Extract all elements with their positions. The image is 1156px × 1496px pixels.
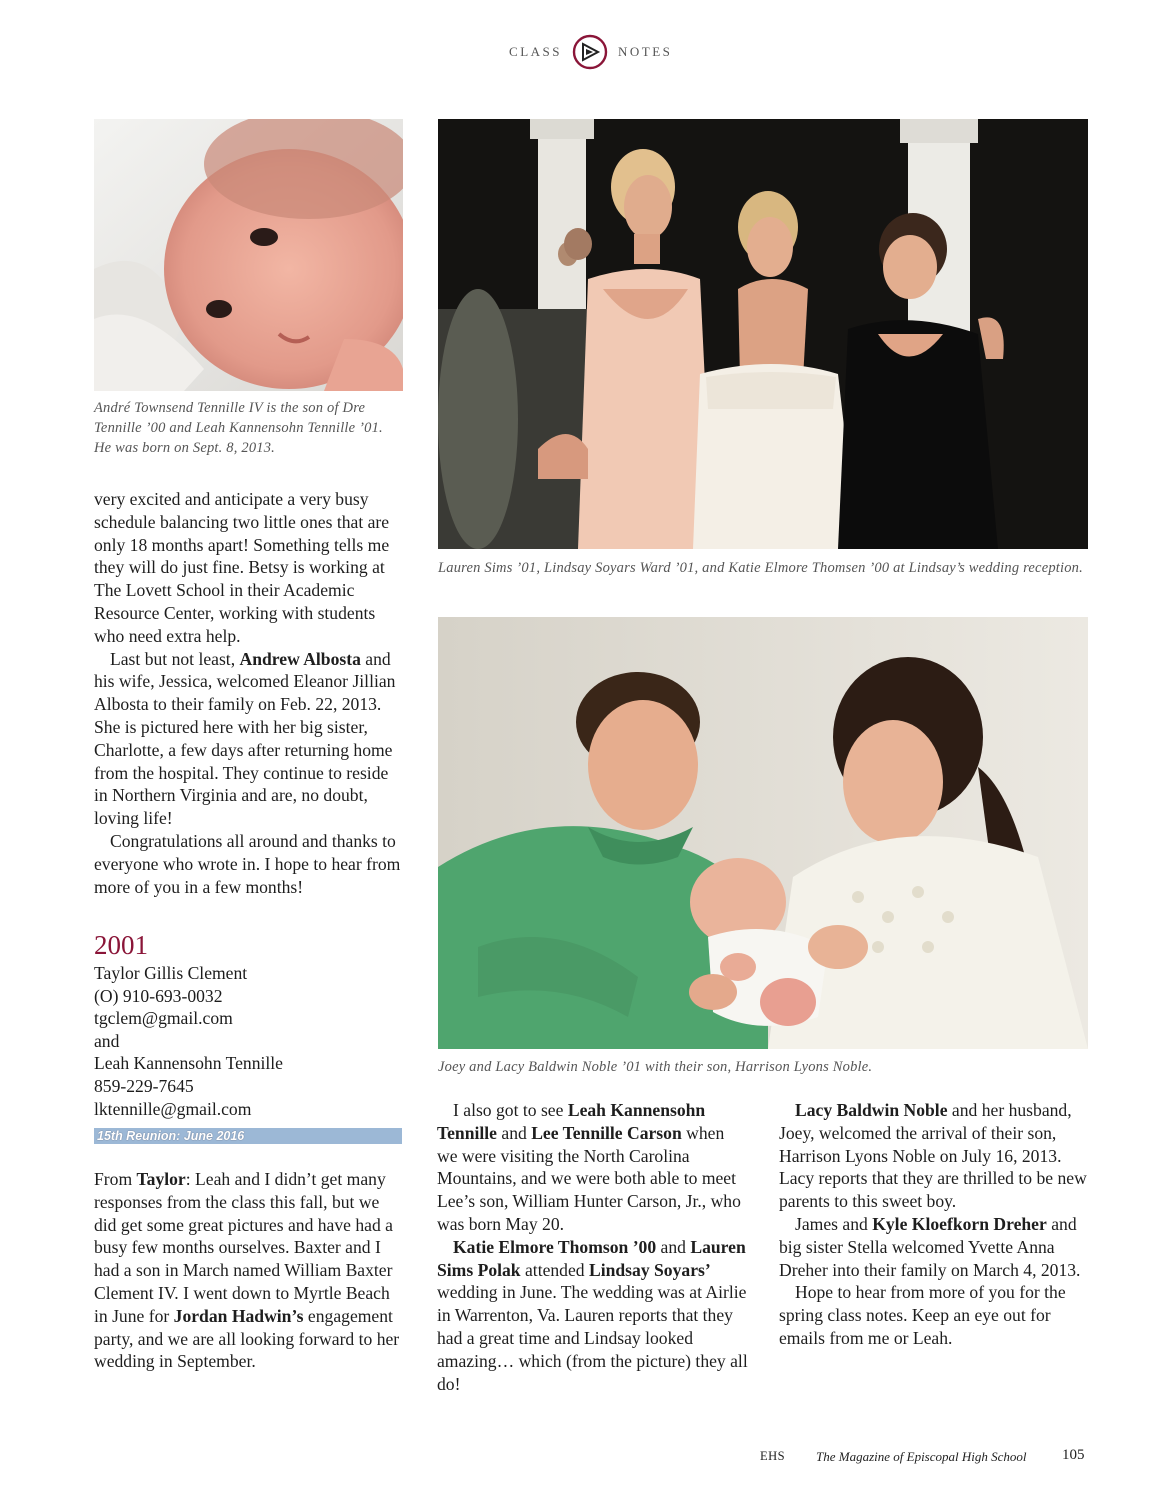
text-run: wedding in June. The wedding was at Airlie in Warrenton, Va. Lauren reports that they had a great time and Lindsay looked amazing… which (from the picture) they all do! xyxy=(437,1282,748,1394)
right-paragraph-1 xyxy=(779,1099,1089,1213)
contact-line: (O) 910-693-0032 xyxy=(94,985,223,1006)
family-photo xyxy=(438,617,1088,1049)
text-run: and xyxy=(656,1236,691,1257)
name-bold: Taylor xyxy=(136,1169,186,1189)
left-column-text xyxy=(94,488,406,898)
left-paragraph-3: Congratulations all around and thanks to everyone who wrote in. I hope to hear from more of you in a few months! xyxy=(94,830,401,897)
header-class-label: CLASS xyxy=(509,44,562,59)
text-run: Last but not least, xyxy=(110,648,240,669)
contact-line: Leah Kannensohn Tennille xyxy=(94,1053,283,1074)
contact-line: tgclem@gmail.com xyxy=(94,1008,233,1029)
middle-paragraph-2 xyxy=(437,1236,749,1396)
contact-line: lktennille@gmail.com xyxy=(94,1098,252,1119)
contact-line: and xyxy=(94,1030,120,1051)
footer-magazine-title: The Magazine of Episcopal High School xyxy=(816,1449,1027,1464)
reunion-banner-label: 15th Reunion: June 2016 xyxy=(97,1129,245,1143)
baby-photo-caption: André Townsend Tennille IV is the son of Dre Tennille ’00 and Leah Kannensohn Tennille ’01. He was born on Sept. 8, 2013. xyxy=(94,400,383,456)
left-paragraph-1: very excited and anticipate a very busy schedule balancing two little ones that are only 18 months apart! Something tells me they will do just fine. Betsy is working at The Lovett School in their Academic Resource Center, working with students who need extra help. xyxy=(94,489,390,646)
name-bold: Lee Tennille Carson xyxy=(531,1122,682,1143)
wedding-photo-caption: Lauren Sims ’01, Lindsay Soyars Ward ’01, and Katie Elmore Thomsen ’00 at Lindsay’s wedding reception. xyxy=(438,560,1083,576)
text-run: and big sister Stella welcomed Yvette Anna Dreher into their family on March 4, 2013. xyxy=(779,1213,1081,1280)
baby-photo xyxy=(94,119,403,391)
footer-ehs: EHS xyxy=(760,1449,786,1463)
wedding-photo xyxy=(438,119,1088,549)
name-bold: Kyle Kloefkorn Dreher xyxy=(872,1213,1047,1234)
name-bold: Leah Kannensohn Tennille xyxy=(437,1100,706,1143)
text-run: and her husband, Joey, welcomed the arrival of their son, Harrison Lyons Noble on July 16, 2013. Lacy reports that they are thrilled to be new parents to this sweet boy. xyxy=(779,1100,1087,1212)
contact-line: Taylor Gillis Clement xyxy=(94,963,248,983)
class-contact-info xyxy=(94,962,283,1120)
family-photo-caption: Joey and Lacy Baldwin Noble ’01 with their son, Harrison Lyons Noble. xyxy=(438,1059,873,1075)
text-run: From xyxy=(94,1169,137,1189)
text-run: attended xyxy=(520,1259,589,1280)
right-paragraph-3: Hope to hear from more of you for the spring class notes. Keep an eye out for emails from me or Leah. xyxy=(779,1282,1066,1348)
text-run: James and xyxy=(795,1213,873,1234)
ehs-seal-icon xyxy=(572,34,608,70)
from-taylor-paragraph xyxy=(94,1168,404,1373)
text-run: and xyxy=(496,1122,532,1143)
text-run: engagement party, and we are all looking forward to her wedding in September. xyxy=(94,1305,400,1372)
reunion-banner xyxy=(94,1128,402,1144)
text-run: when we were visiting the North Carolina Mountains, and we were both able to meet Lee’s son, William Hunter Carson, Jr., who was born May 20. xyxy=(437,1122,741,1234)
right-column-text xyxy=(779,1099,1089,1350)
name-bold: Andrew Albosta xyxy=(239,648,361,669)
header-notes-label: NOTES xyxy=(618,44,673,59)
class-year-heading: 2001 xyxy=(94,930,148,960)
left-paragraph-2 xyxy=(94,648,406,830)
name-bold: Lacy Baldwin Noble xyxy=(795,1100,948,1120)
page-number: 105 xyxy=(1062,1447,1085,1463)
from-taylor-text xyxy=(94,1168,404,1373)
page-header xyxy=(0,34,1156,74)
name-bold: Jordan Hadwin’s xyxy=(173,1305,304,1326)
middle-column-text xyxy=(437,1099,749,1395)
text-run: : Leah and I didn’t get many responses from the class this fall, but we did get some great pictures and have had a busy few months ourselves. Baxter and I had a son in March named William Baxter Clement IV. I went down to Myrtle Beach in June for xyxy=(94,1169,393,1326)
text-run: I also got to see xyxy=(453,1100,568,1120)
contact-line: 859-229-7645 xyxy=(94,1075,194,1096)
name-bold: Lindsay Soyars’ xyxy=(588,1259,711,1280)
right-paragraph-2 xyxy=(779,1213,1089,1281)
text-run: and his wife, Jessica, welcomed Eleanor Jillian Albosta to their family on Feb. 22, 2013. She is pictured here with her big sister, Charlotte, a few days after returning home from the hospital. They continue to reside in Northern Virginia and are, no doubt, loving life! xyxy=(94,648,396,829)
middle-paragraph-1 xyxy=(437,1099,749,1236)
name-bold: Katie Elmore Thomson ’00 xyxy=(453,1236,657,1257)
name-bold: Lauren Sims Polak xyxy=(437,1236,746,1280)
page-footer xyxy=(760,1448,1090,1468)
